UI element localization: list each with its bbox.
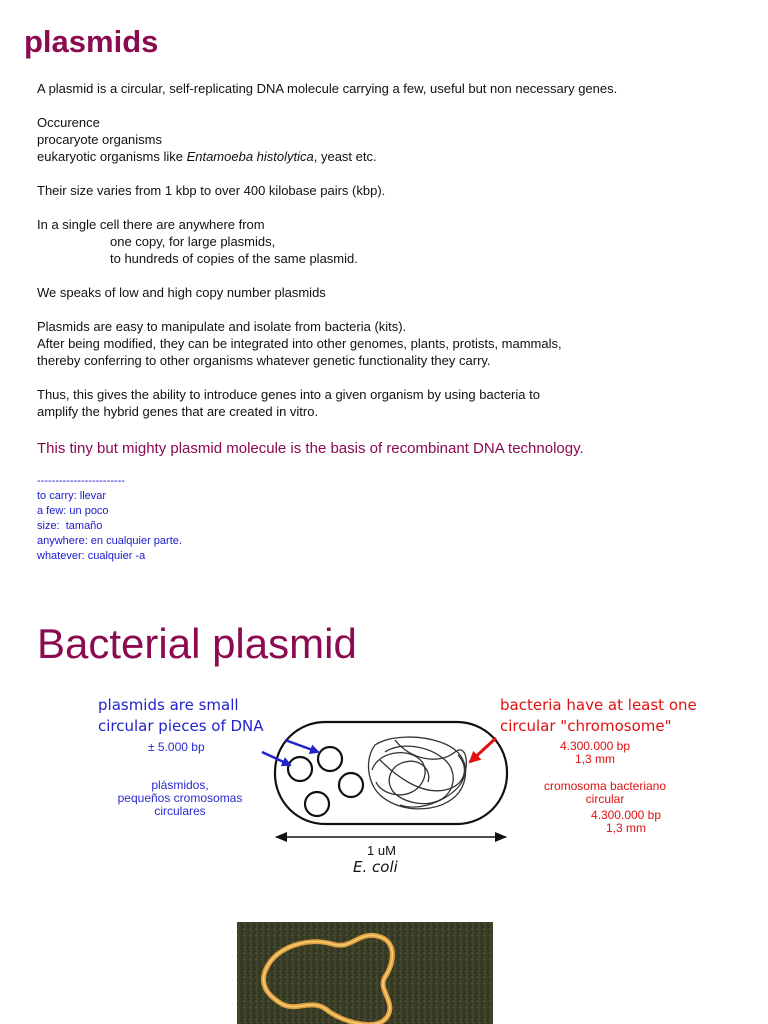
occurence-line-1: procaryote organisms [37, 132, 162, 147]
chromosome-bp-label: 4.300.000 bp [559, 739, 631, 753]
glossary-divider: ------------------------ [37, 475, 125, 487]
chromosome-bp-label-2: 4.300.000 bp [590, 808, 662, 822]
chromosome-length-label: 1,3 mm [574, 752, 615, 766]
plasmid-spanish-line-3: circulares [154, 804, 206, 818]
plasmid-spanish-line-2: pequeños cromosomas [117, 791, 243, 805]
chromosome-size-block-2 [586, 809, 666, 835]
chromosome-length-label-2: 1,3 mm [605, 821, 646, 835]
size-paragraph: Their size varies from 1 kbp to over 400 kilobase pairs (kbp). [37, 183, 386, 198]
glossary-item: to carry: llevar [37, 490, 107, 502]
plasmid-spanish-caption [105, 779, 255, 818]
species-label: E. coli [353, 858, 398, 876]
plasmid-spanish-line-1: plásmidos, [151, 778, 209, 792]
chromosome-spanish-line-1: cromosoma bacteriano [543, 779, 667, 793]
plasmid-caption-line-1: plasmids are small [98, 696, 239, 714]
highlight-statement: This tiny but mighty plasmid molecule is the basis of recombinant DNA technology. [37, 440, 584, 457]
plasmid-micrograph [237, 922, 493, 1024]
chromosome-spanish-caption [530, 780, 680, 806]
chromosome-spanish-line-2: circular [585, 792, 625, 806]
occurence-line-2-suffix: , yeast etc. [313, 149, 377, 164]
species-name: Entamoeba histolytica [186, 149, 314, 164]
copy-number-paragraph: We speaks of low and high copy number plasmids [37, 285, 326, 300]
glossary-item: a few: un poco [37, 505, 109, 517]
thus-line-1: Thus, this gives the ability to introduce genes into a given organism by using bacteria to [37, 387, 540, 402]
definition-paragraph: A plasmid is a circular, self-replicating DNA molecule carrying a few, useful but non necessary genes. [37, 81, 618, 96]
plasmid-size-label: ± 5.000 bp [148, 740, 205, 754]
glossary-item: size: tamaño [37, 520, 103, 532]
glossary-item: anywhere: en cualquier parte. [37, 535, 182, 547]
micrograph-image [237, 922, 493, 1024]
copies-intro: In a single cell there are anywhere from [37, 217, 265, 232]
scale-label: 1 uM [367, 843, 396, 858]
copies-item-2: to hundreds of copies of the same plasmid. [110, 251, 358, 266]
manipulate-line-2: After being modified, they can be integrated into other genomes, plants, protists, mammals, [37, 336, 562, 351]
thus-line-2: amplify the hybrid genes that are created in vitro. [37, 404, 319, 419]
manipulate-line-3: thereby conferring to other organisms whatever genetic functionality they carry. [37, 353, 491, 368]
page-title: plasmids [24, 24, 159, 59]
manipulate-line-1: Plasmids are easy to manipulate and isolate from bacteria (kits). [37, 319, 407, 334]
section-title: Bacterial plasmid [37, 620, 357, 667]
chromosome-size-block [555, 740, 635, 766]
glossary-item: whatever: cualquier -a [37, 550, 146, 562]
chromosome-caption-line-1: bacteria have at least one [500, 696, 697, 714]
chromosome-caption-line-2: circular "chromosome" [500, 717, 672, 735]
plasmid-caption-line-2: circular pieces of DNA [98, 717, 264, 735]
occurence-heading: Occurence [37, 115, 100, 130]
occurence-line-2-prefix: eukaryotic organisms like [37, 149, 187, 164]
copies-item-1: one copy, for large plasmids, [110, 234, 276, 249]
